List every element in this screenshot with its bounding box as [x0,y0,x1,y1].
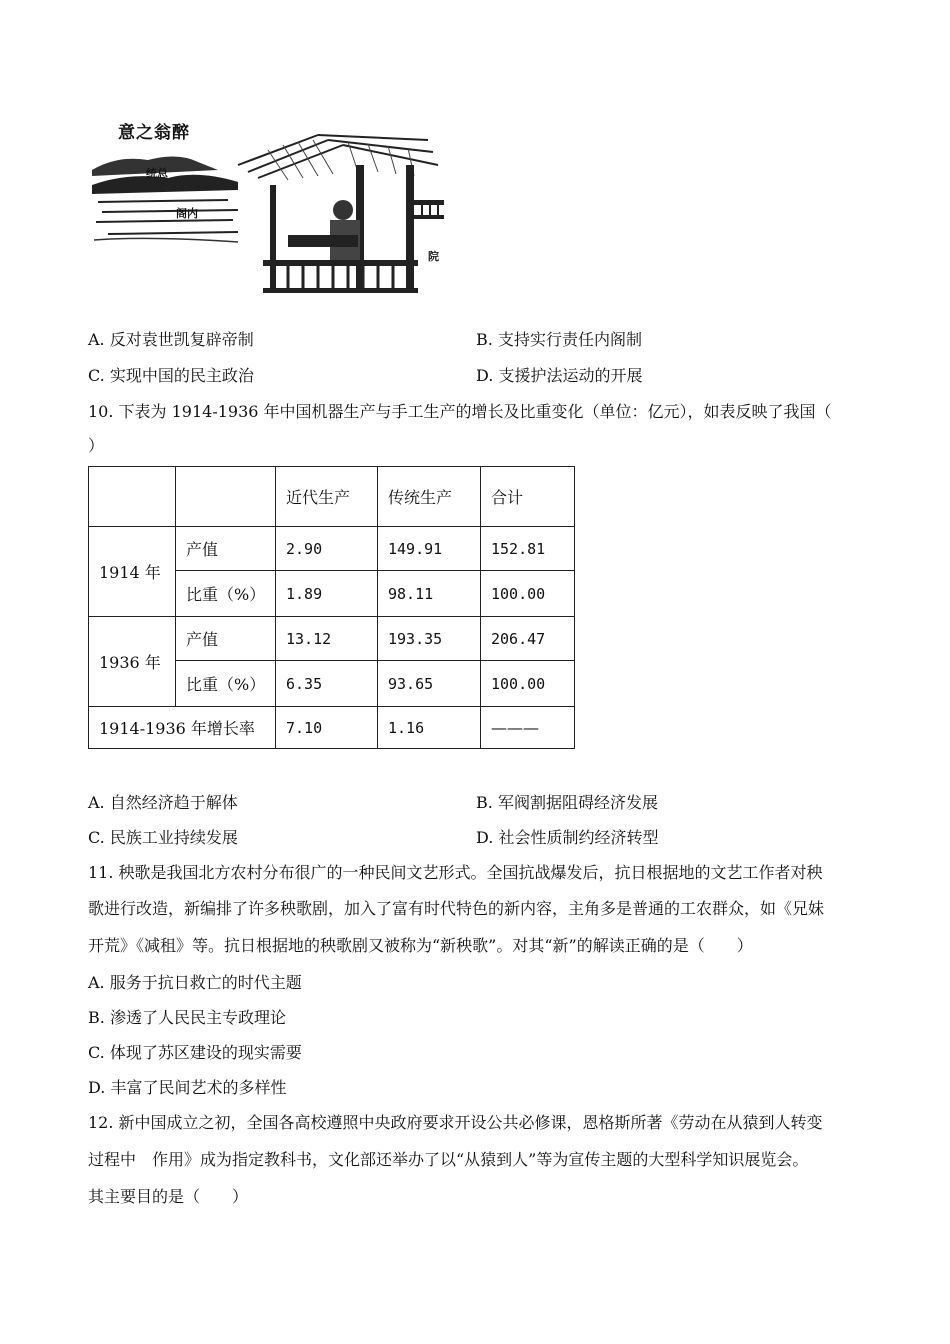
q11-option-d: D. 丰富了民间艺术的多样性 [88,1078,287,1097]
header-cell-empty-1 [89,467,176,527]
year-1936: 1936 年 [89,617,176,707]
q11-option-b: B. 渗透了人民民主专政理论 [88,1008,286,1027]
q11-stem-line3: 开荒》《减租》等。抗日根据地的秧歌剧又被称为“新秧歌”。对其“新”的解读正确的是（ ） [88,936,753,955]
cell: 100.00 [481,661,575,707]
cell: 7.10 [276,707,378,749]
q9-option-d: D. 支援护法运动的开展 [476,366,643,385]
cell: 152.81 [481,527,575,571]
cell: 98.11 [378,571,481,617]
q11-stem-line1: 11. 秧歌是我国北方农村分布很广的一种民间文艺形式。全国抗战爆发后，抗日根据地的文艺工作者对秧 [88,863,823,882]
q10-option-d: D. 社会性质制约经济转型 [476,828,659,847]
q10-stem-line1: 10. 下表为 1914-1936 年中国机器生产与手工生产的增长及比重变化（单位：亿元），如表反映了我国（ [88,402,832,421]
header-modern: 近代生产 [276,467,378,527]
q11-stem-line2: 歌进行改造，新编排了许多秧歌剧，加入了富有时代特色的新内容，主角多是普通的工农群众，如《兄妹 [88,899,825,918]
q12-stem-line1: 12. 新中国成立之初，全国各高校遵照中央政府要求开设公共必修课，恩格斯所著《劳动在从猿到人转变 [88,1113,823,1132]
cell: 93.65 [378,661,481,707]
header-total: 合计 [481,467,575,527]
row-label-share: 比重（%） [176,661,276,707]
cartoon-label-a: 统总 [146,167,168,180]
header-traditional: 传统生产 [378,467,481,527]
cell: 2.90 [276,527,378,571]
q11-option-a: A. 服务于抗日救亡的时代主题 [88,973,302,992]
q9-option-b: B. 支持实行责任内阁制 [476,330,642,349]
q10-stem-line2: ） [88,436,105,455]
q12-stem-line3: 其主要目的是（ ） [88,1187,249,1206]
cell: 100.00 [481,571,575,617]
table-row [89,617,575,661]
table-row [89,527,575,571]
cell: 193.35 [378,617,481,661]
cartoon-label-c: 院 [428,250,439,263]
q12-stem-line2: 过程中 作用》成为指定教科书，文化部还举办了以“从猿到人”等为宣传主题的大型科学知识展览会。 [88,1150,809,1169]
header-cell-empty-2 [176,467,276,527]
table-header-row [89,467,575,527]
row-label-share: 比重（%） [176,571,276,617]
cell: ——— [481,707,575,749]
table-row [89,707,575,749]
cell: 149.91 [378,527,481,571]
cartoon-drawing [88,110,448,305]
row-label-value: 产值 [176,617,276,661]
growth-label: 1914-1936 年增长率 [89,707,276,749]
cell: 13.12 [276,617,378,661]
cartoon-title: 意之翁醉 [118,123,190,143]
cartoon-label-b: 阁内 [176,207,198,220]
row-label-value: 产值 [176,527,276,571]
cell: 1.89 [276,571,378,617]
q9-option-a: A. 反对袁世凯复辟帝制 [88,330,254,349]
cell: 6.35 [276,661,378,707]
q10-option-c: C. 民族工业持续发展 [88,828,238,847]
cell: 1.16 [378,707,481,749]
cell: 206.47 [481,617,575,661]
year-1914: 1914 年 [89,527,176,617]
q9-option-c: C. 实现中国的民主政治 [88,366,254,385]
cartoon-illustration [88,110,448,305]
q11-option-c: C. 体现了苏区建设的现实需要 [88,1043,302,1062]
q10-option-b: B. 军阀割据阻碍经济发展 [476,793,658,812]
q10-table [88,466,575,749]
q10-option-a: A. 自然经济趋于解体 [88,793,238,812]
